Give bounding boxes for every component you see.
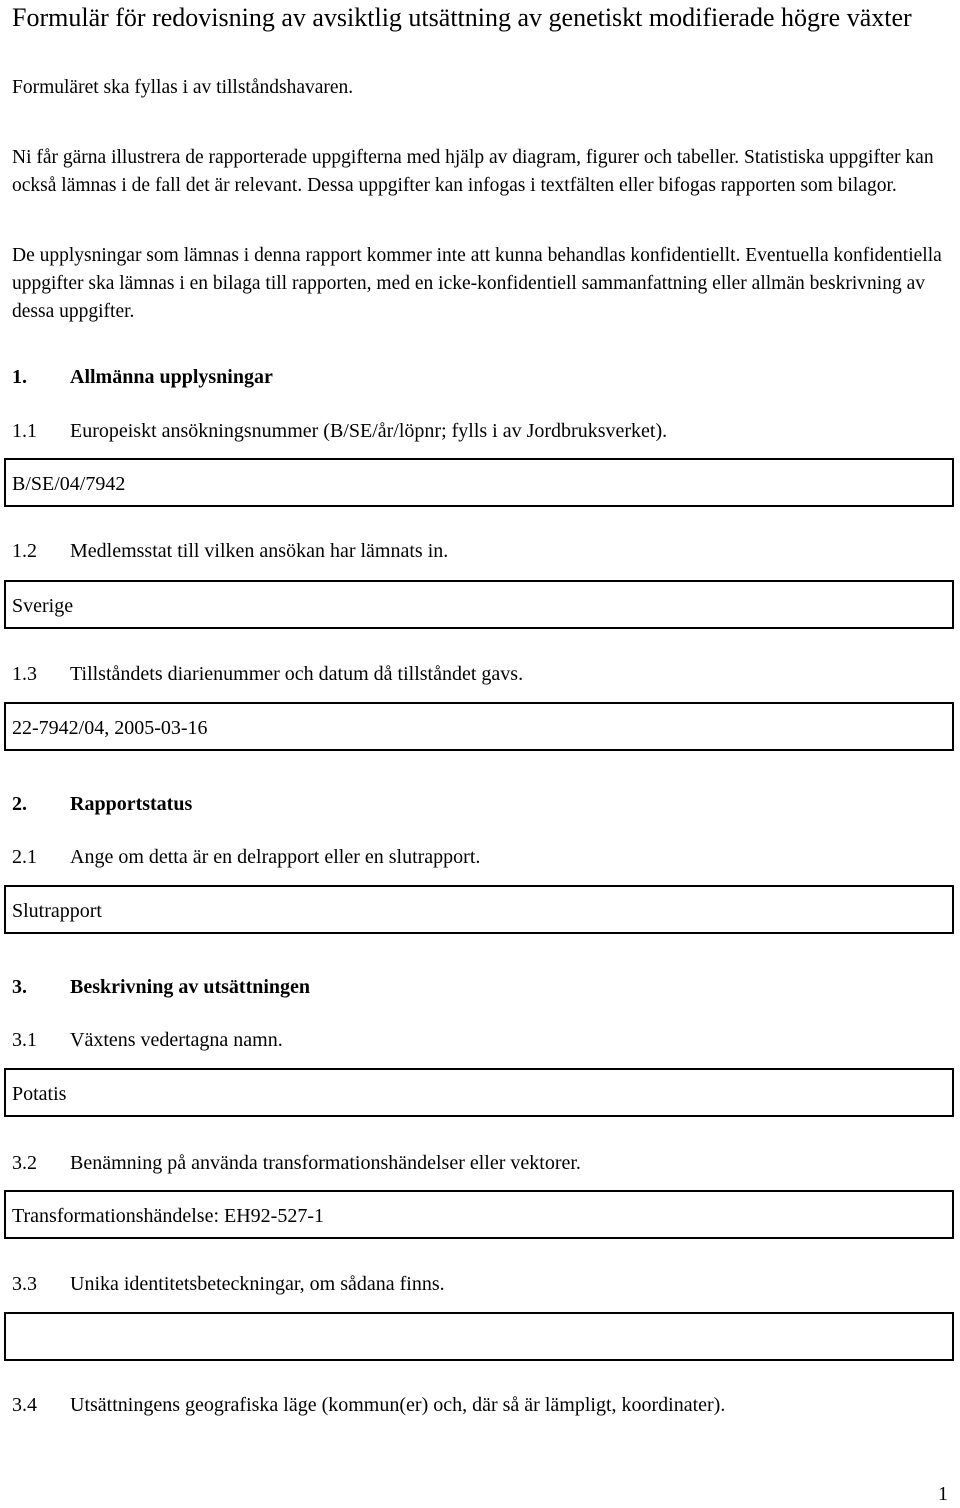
question-3-2 (12, 1149, 952, 1177)
section-title: Rapportstatus (70, 793, 193, 815)
answer-field-3-2[interactable]: Transformationshändelse: EH92-527-1 (4, 1190, 954, 1239)
answer-field-1-1[interactable]: B/SE/04/7942 (4, 458, 954, 507)
question-text: Medlemsstat till vilken ansökan har lämnats in. (70, 540, 449, 562)
question-text: Tillståndets diarienummer och datum då tillståndet gavs. (70, 663, 524, 685)
section-heading-1 (12, 363, 273, 391)
answer-field-1-3[interactable]: 22-7942/04, 2005-03-16 (4, 702, 954, 751)
question-number: 3.2 (12, 1152, 37, 1174)
section-heading-2 (12, 790, 192, 818)
answer-field-3-3[interactable] (4, 1312, 954, 1361)
question-number: 1.3 (12, 663, 37, 685)
intro-paragraph-1: Formuläret ska fyllas i av tillståndshavaren. (12, 77, 354, 98)
question-1-1 (12, 417, 952, 445)
document-title: Formulär för redovisning av avsiktlig utsättning av genetiskt modifierade högre växter (12, 3, 912, 32)
question-number: 3.3 (12, 1273, 37, 1295)
question-3-1 (12, 1026, 952, 1054)
page-number: 1 (938, 1483, 948, 1505)
question-1-3 (12, 660, 952, 688)
answer-field-3-1[interactable]: Potatis (4, 1068, 954, 1117)
intro-paragraph-2: Ni får gärna illustrera de rapporterade uppgifterna med hjälp av diagram, figurer och tabeller. Statistiska uppgifter kan också lämnas i de fall det är relevant. Dessa uppgifter kan infogas i textfälten eller bifogas rapporten som bilagor. (12, 147, 934, 196)
question-1-2 (12, 537, 952, 565)
question-text: Utsättningens geografiska läge (kommun(er) och, där så är lämpligt, koordinater). (70, 1394, 726, 1416)
question-number: 2.1 (12, 846, 37, 868)
question-number: 3.4 (12, 1394, 37, 1416)
question-text: Unika identitetsbeteckningar, om sådana finns. (70, 1273, 445, 1295)
question-text: Ange om detta är en delrapport eller en slutrapport. (70, 846, 481, 868)
answer-field-2-1[interactable]: Slutrapport (4, 885, 954, 934)
question-number: 3.1 (12, 1029, 37, 1051)
intro-paragraph-3: De upplysningar som lämnas i denna rapport kommer inte att kunna behandlas konfidentiellt. Eventuella konfidentiella uppgifter ska lämnas i en bilaga till rapporten, med en icke-konfidentiell sammanfattning eller allmän beskrivning av dessa uppgifter. (12, 245, 942, 322)
question-text: Växtens vedertagna namn. (70, 1029, 283, 1051)
question-number: 1.2 (12, 540, 37, 562)
question-2-1 (12, 843, 952, 871)
section-title: Beskrivning av utsättningen (70, 976, 311, 998)
question-3-4 (12, 1391, 952, 1419)
section-number: 3. (12, 976, 27, 998)
section-number: 2. (12, 793, 27, 815)
question-text: Europeiskt ansökningsnummer (B/SE/år/löpnr; fylls i av Jordbruksverket). (70, 420, 668, 442)
question-number: 1.1 (12, 420, 37, 442)
section-heading-3 (12, 973, 310, 1001)
section-number: 1. (12, 366, 27, 388)
question-text: Benämning på använda transformationshändelser eller vektorer. (70, 1152, 581, 1174)
question-3-3 (12, 1270, 952, 1298)
answer-field-1-2[interactable]: Sverige (4, 580, 954, 629)
section-title: Allmänna upplysningar (70, 366, 273, 388)
